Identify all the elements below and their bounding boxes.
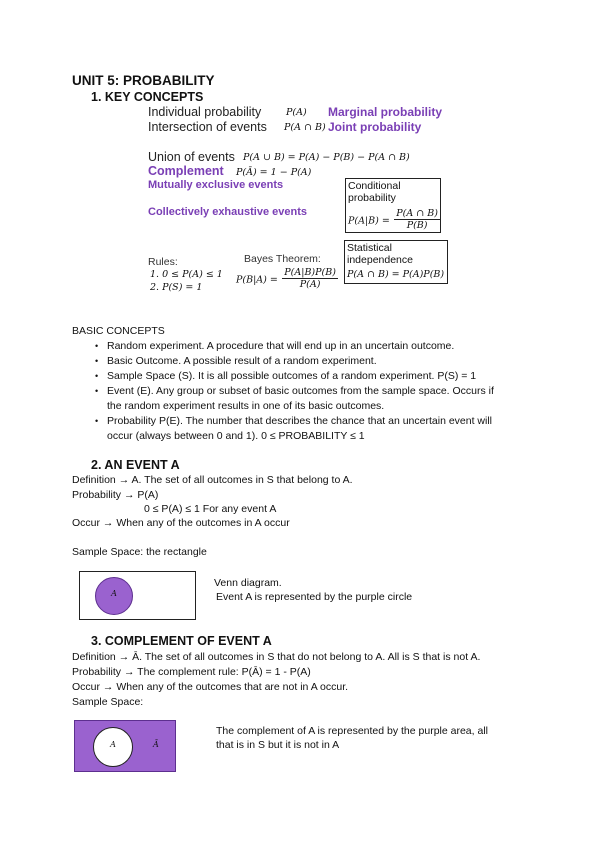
- complement-probability: Probability → The complement rule: P(Ā) = 1 - P(A): [72, 666, 311, 678]
- rule-1: 1. 0 ≤ P(A) ≤ 1: [150, 269, 223, 280]
- individual-probability-label: Individual probability: [148, 105, 262, 119]
- event-probability-range: 0 ≤ P(A) ≤ 1 For any event A: [144, 503, 277, 515]
- event-definition: Definition → A. The set of all outcomes in S that belong to A.: [72, 474, 353, 486]
- conditional-formula: [348, 208, 440, 231]
- list-item: • Event (E). Any group or subset of basic outcomes from the sample space. Occurs if the random experiment results in one of its basic outcomes.: [79, 384, 579, 414]
- complement-event-a-circle: [93, 727, 133, 767]
- complement-caption-line1: The complement of A is represented by the purple area, all: [216, 725, 488, 737]
- event-sample-space: Sample Space: the rectangle: [72, 546, 207, 558]
- conditional-probability-box: [345, 178, 441, 233]
- complement-caption-line2: that is in S but it is not in A: [216, 739, 340, 751]
- basic-concepts-list: [79, 339, 579, 444]
- bayes-formula: [236, 267, 338, 290]
- list-item: • Random experiment. A procedure that will end up in an uncertain outcome.: [79, 339, 579, 354]
- section-key-concepts-heading: 1. KEY CONCEPTS: [91, 90, 204, 104]
- conditional-numerator: P(A ∩ B): [396, 208, 438, 219]
- complement-abar-label: Ā: [153, 740, 159, 749]
- intersection-formula: P(A ∩ B): [284, 122, 326, 133]
- complement-sample-space: Sample Space:: [72, 696, 144, 708]
- complement-venn-rectangle: [74, 720, 176, 772]
- list-item: • Basic Outcome. A possible result of a random experiment.: [79, 354, 579, 369]
- complement-definition: Definition → Ā. The set of all outcomes in S that do not belong to A. All is S that is not A.: [72, 651, 481, 663]
- event-occur: Occur → When any of the outcomes in A occur: [72, 517, 290, 529]
- individual-probability-formula: P(A): [286, 107, 307, 118]
- bayes-numerator: P(A|B)P(B): [284, 267, 336, 278]
- collectively-exhaustive-label: Collectively exhaustive events: [148, 206, 307, 218]
- joint-probability-tag: Joint probability: [328, 120, 422, 134]
- independence-formula: P(A ∩ B) = P(A)P(B): [347, 269, 445, 280]
- intersection-label: Intersection of events: [148, 120, 267, 134]
- venn-caption: Venn diagram.: [214, 577, 282, 589]
- basic-concepts-heading: BASIC CONCEPTS: [72, 325, 165, 337]
- bayes-denominator: P(A): [299, 279, 321, 290]
- independence-title: Statistical independence: [347, 242, 413, 266]
- list-item: • Probability P(E). The number that describes the chance that an uncertain event will occur (always between 0 and 1). 0 ≤ PROBABILITY ≤ 1: [79, 414, 579, 444]
- mutually-exclusive-label: Mutually exclusive events: [148, 179, 284, 191]
- union-label: Union of events: [148, 150, 235, 164]
- event-probability: Probability → P(A): [72, 489, 159, 501]
- complement-occur: Occur → When any of the outcomes that are not in A occur.: [72, 681, 349, 693]
- rule-2: 2. P(S) = 1: [150, 282, 203, 293]
- complement-a-label: A: [110, 740, 116, 749]
- union-formula: P(A ∪ B) = P(A) − P(B) − P(A ∩ B): [243, 152, 410, 163]
- list-item: • Sample Space (S). It is all possible outcomes of a random experiment. P(S) = 1: [79, 369, 579, 384]
- bayes-lhs: P(B|A) =: [236, 274, 278, 286]
- rules-title: Rules:: [148, 256, 178, 268]
- event-a-circle: [95, 577, 133, 615]
- bayes-title: Bayes Theorem:: [244, 253, 321, 265]
- conditional-denominator: P(B): [406, 220, 428, 231]
- conditional-title: Conditional probability: [348, 180, 401, 204]
- complement-formula: P(Ā) = 1 − P(A): [236, 167, 312, 178]
- section-event-heading: 2. AN EVENT A: [91, 458, 180, 472]
- venn-description: Event A is represented by the purple circle: [216, 591, 413, 603]
- section-complement-heading: 3. COMPLEMENT OF EVENT A: [91, 634, 272, 648]
- complement-label: Complement: [148, 164, 224, 178]
- venn-sample-space-rectangle: [79, 571, 196, 620]
- marginal-probability-tag: Marginal probability: [328, 105, 443, 119]
- conditional-lhs: P(A|B) =: [348, 215, 390, 227]
- page-title: UNIT 5: PROBABILITY: [72, 73, 215, 88]
- independence-box: [344, 240, 448, 284]
- event-a-label: A: [111, 589, 117, 598]
